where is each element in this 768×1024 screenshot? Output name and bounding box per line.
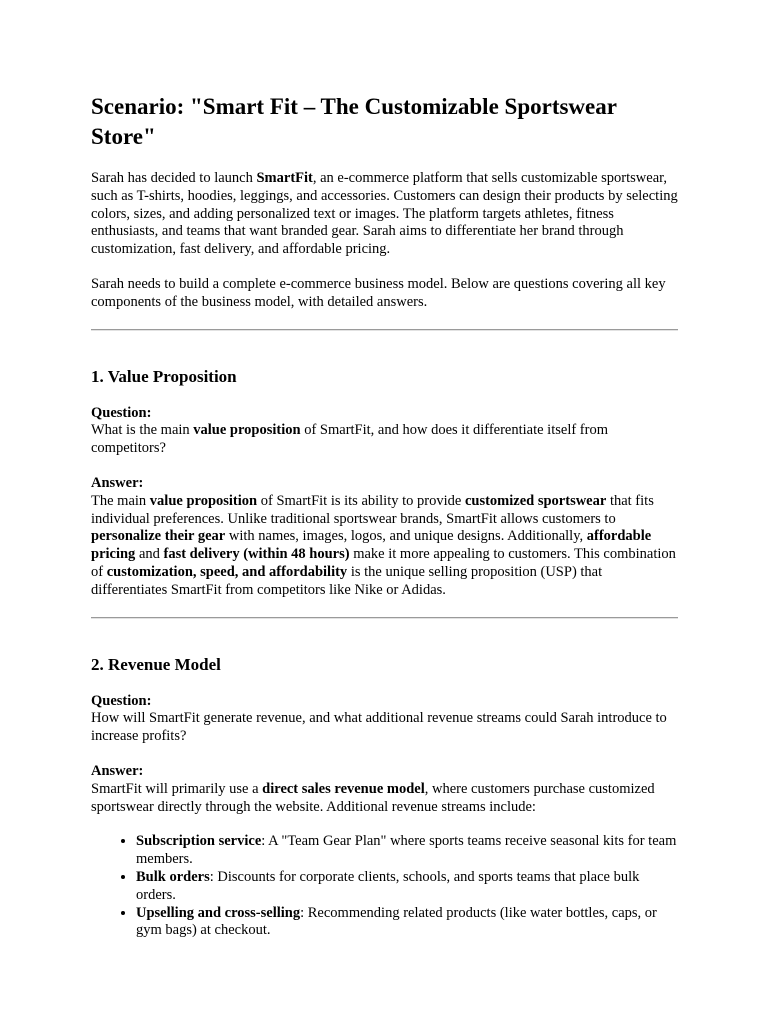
list-item-term: Bulk orders	[136, 868, 210, 885]
section-divider	[91, 329, 678, 331]
list-item-text: : A "Team Gear Plan" where sports teams receive seasonal kits for team members.	[136, 833, 677, 868]
intro-text: , an e-commerce platform that sells customizable sportswear, such as T-shirts, hoodies, leggings, and accessories. Customers can design their products by selecting colors, sizes, and adding personalized text or images. The platform targets athletes, fitness enthusiasts, and teams that want branded gear. Sarah aims to differentiate her brand through customization, fast delivery, and affordable pricing.	[91, 170, 678, 258]
answer-text: make it more appealing to customers. This combination of	[91, 546, 676, 580]
answer-text: , where customers purchase customized sportswear directly through the website. Additional revenue streams include:	[91, 780, 655, 815]
answer-text: of SmartFit is its ability to provide	[257, 492, 465, 509]
answer-text: is the unique selling proposition (USP) that differentiates SmartFit from competitors like Nike or Adidas.	[91, 563, 603, 598]
section-heading-value-proposition: 1. Value Proposition	[91, 366, 237, 386]
answer-label: Answer:	[91, 474, 144, 491]
answer-text: with names, images, logos, and unique designs. Additionally,	[225, 528, 587, 545]
answer-emphasis: value proposition	[149, 492, 258, 509]
list-item-term: Subscription service	[136, 833, 262, 850]
section-divider	[91, 617, 678, 619]
answer-emphasis: affordable pricing	[91, 528, 652, 563]
answer-label: Answer:	[91, 762, 144, 779]
answer-emphasis: direct sales revenue model	[262, 780, 425, 797]
list-item	[136, 869, 678, 905]
question-label: Question:	[91, 404, 152, 421]
answer-text: that fits individual preferences. Unlike traditional sportswear brands, SmartFit allows customers to	[91, 492, 654, 527]
answer-block	[91, 763, 678, 816]
question-text: What is the main	[91, 422, 194, 439]
answer-emphasis: customized sportswear	[464, 492, 607, 509]
list-item-term: Upselling and cross-selling	[136, 904, 301, 921]
list-item-text: : Discounts for corporate clients, schools, and sports teams that place bulk orders.	[136, 868, 640, 903]
intro-brand-name: SmartFit	[256, 170, 313, 186]
intro-text: Sarah has decided to launch	[91, 170, 257, 186]
question-block	[91, 693, 678, 746]
question-emphasis: value proposition	[193, 422, 301, 439]
answer-emphasis: fast delivery (within 48 hours)	[163, 546, 350, 563]
revenue-streams-list	[91, 833, 678, 940]
list-item	[136, 905, 678, 941]
intro-paragraph-2: Sarah needs to build a complete e-commerce business model. Below are questions covering all key components of the business model, with detailed answers.	[91, 275, 666, 310]
question-label: Question:	[91, 692, 152, 709]
list-item-text: : Recommending related products (like water bottles, caps, or gym bags) at checkout.	[136, 904, 657, 939]
question-block	[91, 405, 678, 458]
question-text: of SmartFit, and how does it differentiate itself from competitors?	[91, 422, 608, 457]
answer-emphasis: customization, speed, and affordability	[106, 563, 348, 580]
list-item	[136, 833, 678, 869]
page-title: Scenario: "Smart Fit – The Customizable Sportswear Store"	[91, 94, 617, 149]
answer-block	[91, 475, 678, 600]
answer-text: SmartFit will primarily use a	[91, 780, 263, 797]
answer-text: and	[135, 546, 164, 563]
question-text: How will SmartFit generate revenue, and what additional revenue streams could Sarah introduce to increase profits?	[91, 710, 667, 745]
answer-text: The main	[91, 492, 150, 509]
intro-paragraph-1	[91, 170, 678, 259]
section-heading-revenue-model: 2. Revenue Model	[91, 654, 221, 674]
answer-emphasis: personalize their gear	[91, 528, 226, 545]
